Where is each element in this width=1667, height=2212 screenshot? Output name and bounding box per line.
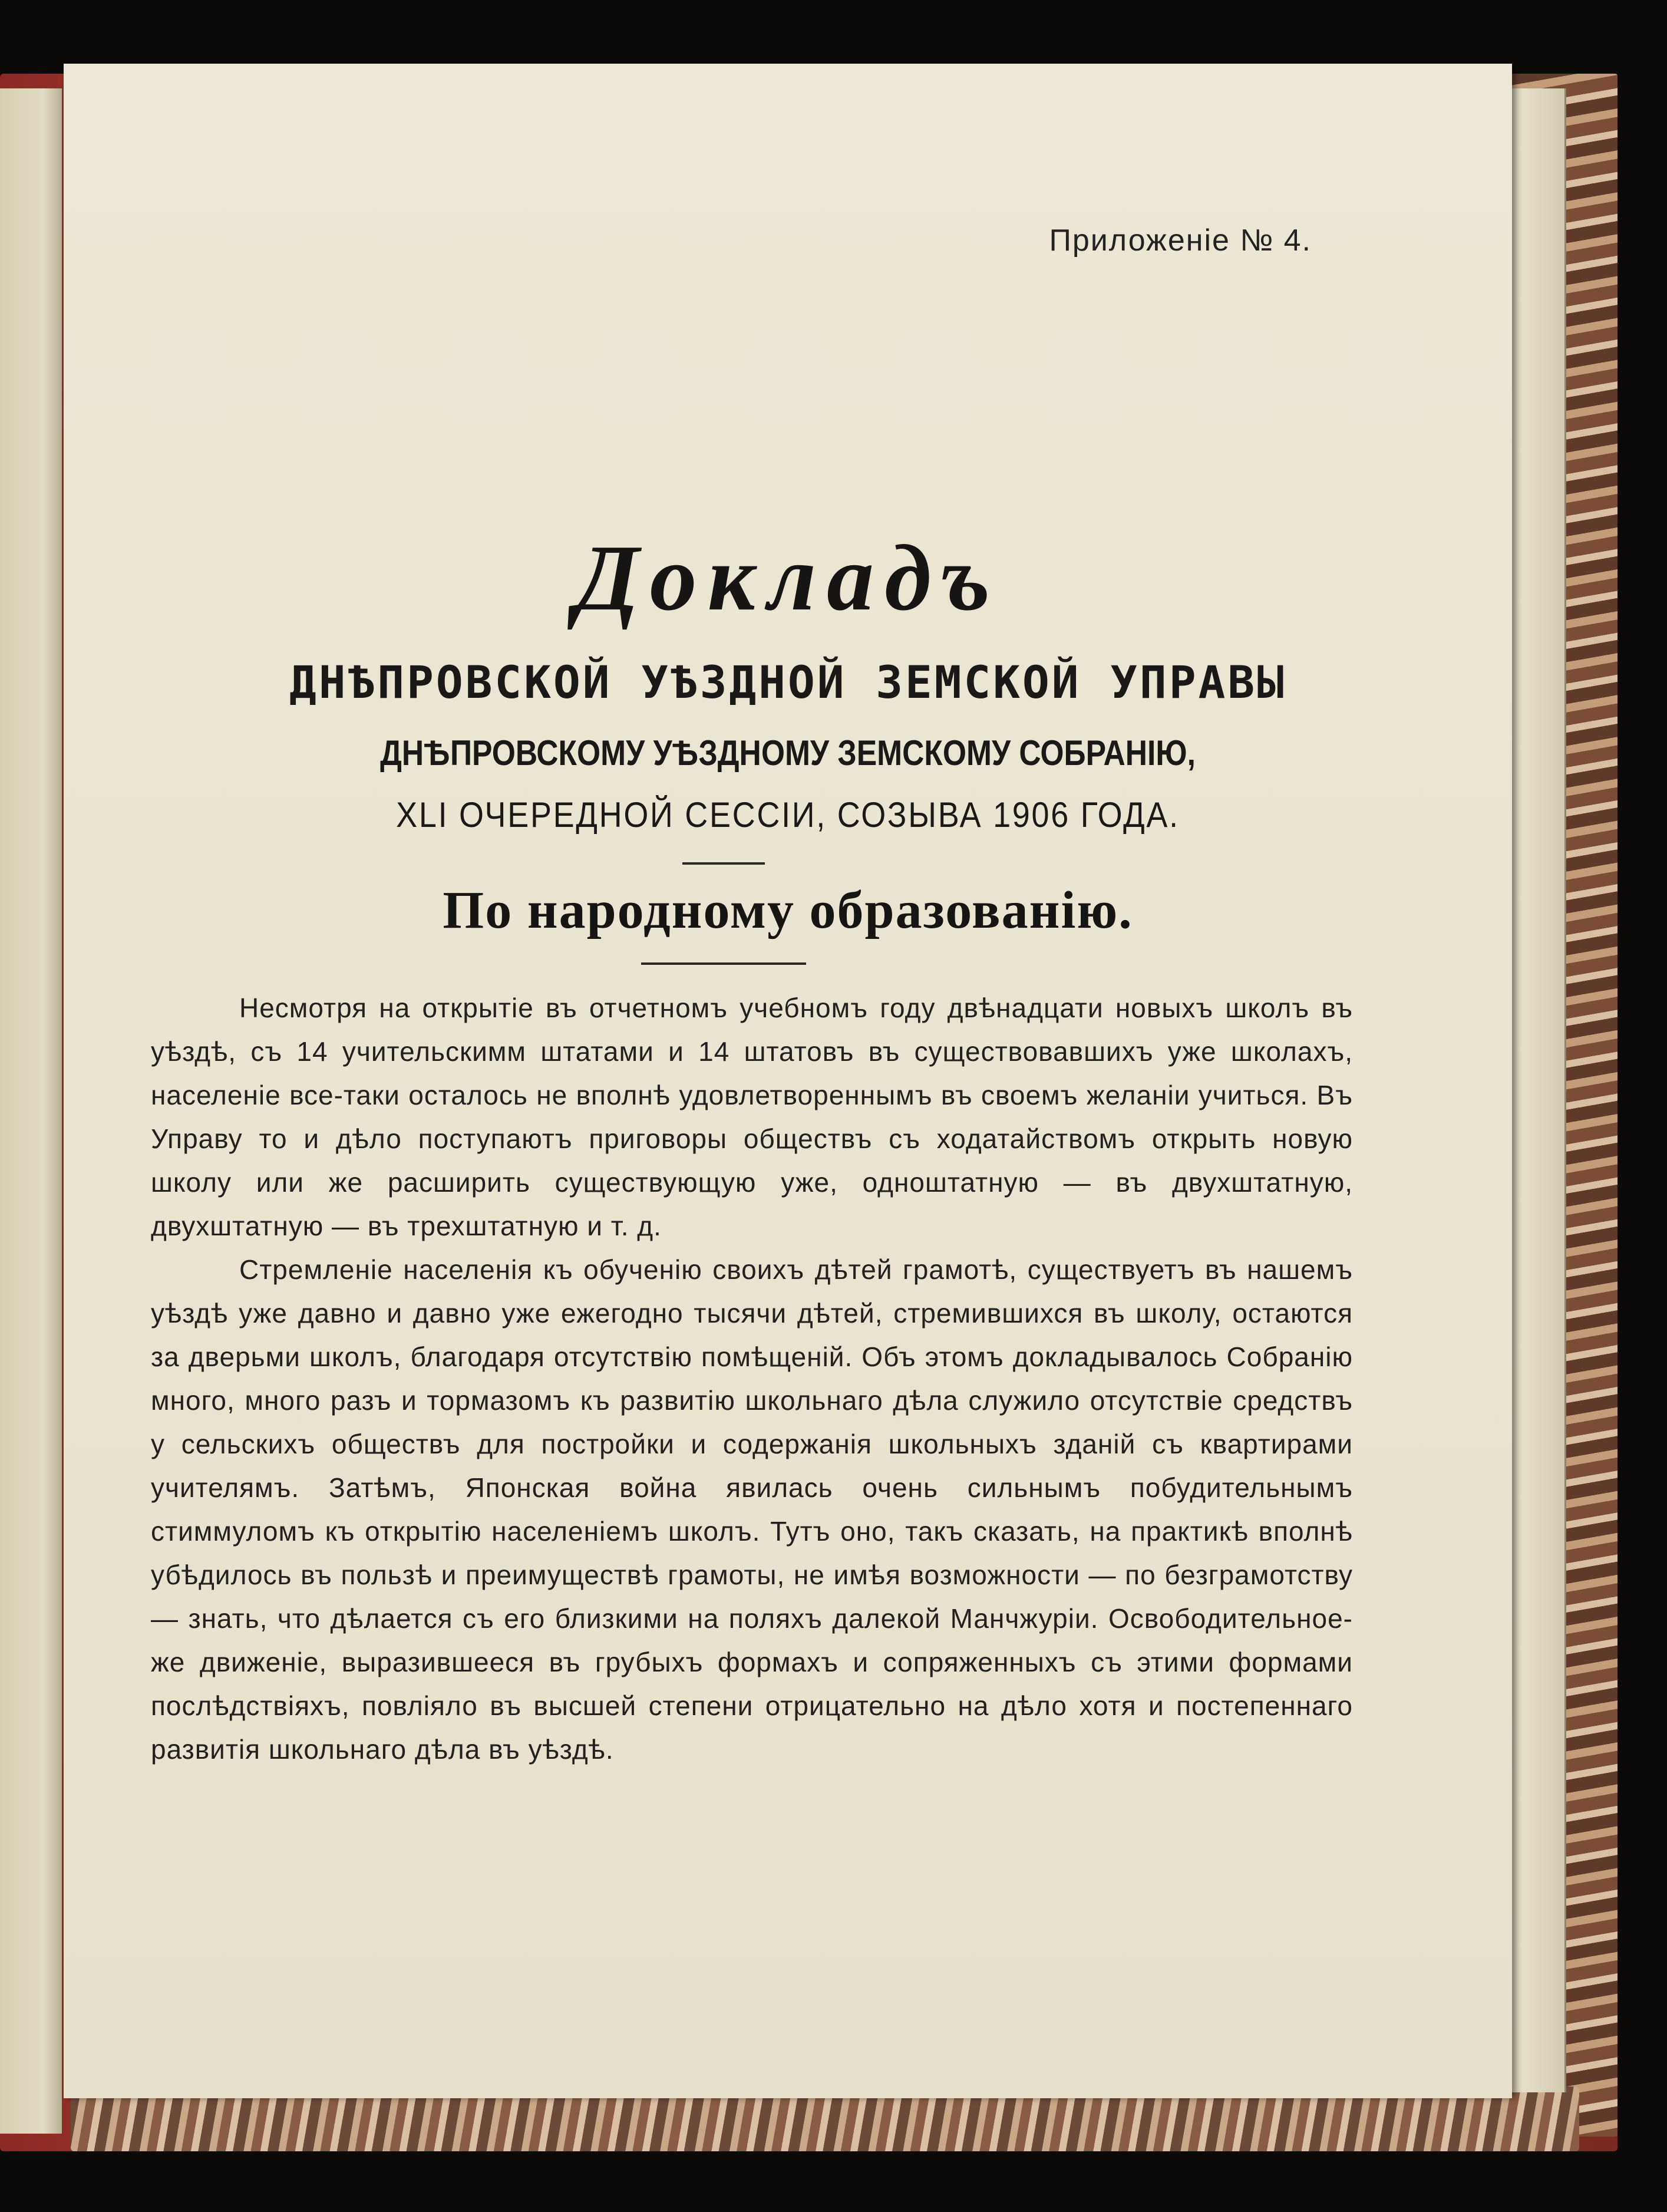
body-text [151,986,1353,1771]
left-page-edge [0,88,62,2134]
book-page [64,64,1512,2098]
heading-line-2: ДНѢПРОВСКОМУ УѢЗДНОМУ ЗЕМСКОМУ СОБРАНIЮ, [380,733,1196,773]
heading-line-1: ДНѢПРОВСКОЙ УѢЗДНОЙ ЗЕМСКОЙ УПРАВЫ [289,656,1286,708]
appendix-label: Приложенiе № 4. [1049,223,1312,258]
paragraph: Стремленiе населенiя къ обученiю своихъ дѣтей грамотѣ, существуетъ въ нашемъ уѣздѣ уже давно и давно уже ежегодно тысячи дѣтей, стремившихся въ школу, остаются за дверьми школъ, благодаря отсутствiю помѣщенiй. Объ этомъ докладывалось Собранiю много, много разъ и тормазомъ къ развитiю школьнаго дѣла служило отсутствiе средствъ у сельскихъ обществъ для постройки и содержанiя школьныхъ зданiй съ квартирами учителямъ. Затѣмъ, Японская война явилась очень сильнымъ побудительнымъ стиммуломъ къ открытiю населенiемъ школъ. Тутъ оно, такъ сказать, на практикѣ вполнѣ убѣдилось въ пользѣ и преимуществѣ грамоты, не имѣя возможности — по безграмотству — знать, что дѣлается съ его близкими на поляхъ далекой Манчжурiи. Освободительное-же движенiе, выразившееся въ грубыхъ формахъ и сопряженныхъ съ этими формами послѣдствiяхъ, повлiяло въ высшей степени отрицательно на дѣло хотя и постепеннаго развитiя школьнаго дѣла въ уѣздѣ. [151,1254,1353,1765]
report-title: Докладъ [575,525,1001,630]
paragraph: Несмотря на открытiе въ отчетномъ учебномъ году двѣнадцати новыхъ школъ въ уѣздѣ, съ 14 учительскимм штатами и 14 штатовъ въ существовавшихъ уже школахъ, населенiе все-таки осталось не вполнѣ удовлетвореннымъ въ своемъ желанiи учиться. Въ Управу то и дѣло поступаютъ приговоры обществъ съ ходатайствомъ открыть новую школу или же расширить существующую уже, одноштатную — въ двухштатную, двухштатную — въ трехштатную и т. д. [151,993,1353,1241]
divider-rule [641,962,806,965]
heading-line-3: XLI ОЧЕРЕДНОЙ СЕССIИ, СОЗЫВА 1906 ГОДА. [396,795,1180,835]
section-title: По народному образованiю. [443,881,1133,939]
divider-rule [682,862,765,865]
